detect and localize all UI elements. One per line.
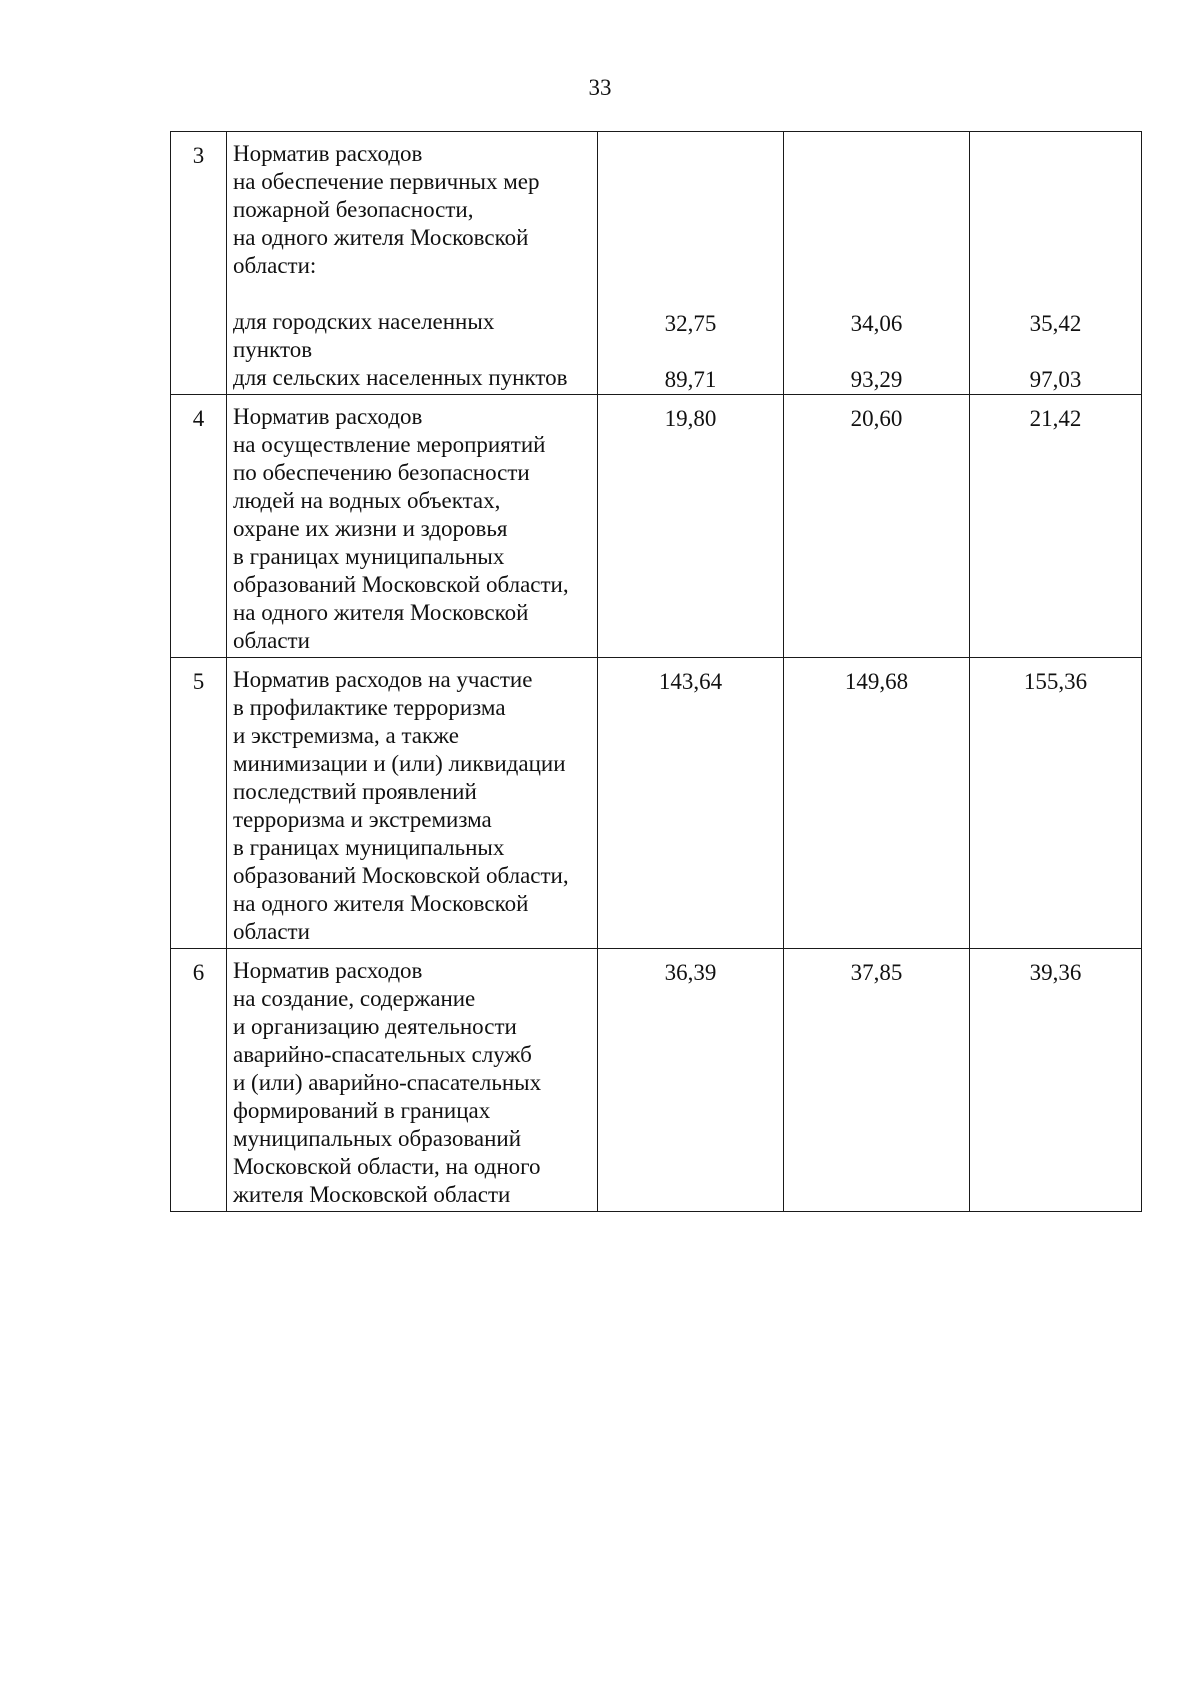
description-line: охране их жизни и здоровья (233, 516, 508, 541)
description-line: и экстремизма, а также (233, 723, 459, 748)
description-line: пожарной безопасности, (233, 197, 474, 222)
value-cell-year-2 (784, 132, 970, 395)
value-cell-year-1: 19,80 (598, 395, 784, 658)
table-row (171, 132, 1142, 395)
table-row (171, 949, 1142, 1212)
urban-value: 35,42 (1029, 311, 1082, 336)
norms-table (170, 131, 1142, 1212)
description-line: муниципальных образований (233, 1126, 522, 1151)
description-line: в границах муниципальных (233, 835, 505, 860)
description-line: и организацию деятельности (233, 1014, 517, 1039)
value-cell-year-3: 155,36 (970, 658, 1142, 949)
description-line: Норматив расходов (233, 404, 423, 429)
urban-value: 34,06 (850, 311, 903, 336)
table-row (171, 395, 1142, 658)
table-row (171, 658, 1142, 949)
description-line: на одного жителя Московской (233, 600, 529, 625)
description-line: области (233, 919, 310, 944)
value-cell-year-2: 149,68 (784, 658, 970, 949)
description-line: последствий проявлений (233, 779, 477, 804)
urban-value: 32,75 (664, 311, 717, 336)
description-line: на обеспечение первичных мер (233, 169, 540, 194)
value-cell-year-1: 36,39 (598, 949, 784, 1212)
description-line: в профилактике терроризма (233, 695, 506, 720)
description-line: на одного жителя Московской (233, 225, 529, 250)
description-line: Московской области, на одного (233, 1154, 541, 1179)
row-number: 3 (171, 132, 227, 395)
page-number: 33 (588, 75, 612, 100)
description-line: Норматив расходов (233, 958, 423, 983)
description-line: людей на водных объектах, (233, 488, 501, 513)
description-line: терроризма и экстремизма (233, 807, 492, 832)
row-description (227, 132, 598, 395)
row-description (227, 658, 598, 949)
description-line: на осуществление мероприятий (233, 432, 546, 457)
description-line: в границах муниципальных (233, 544, 505, 569)
description-line: области: (233, 253, 317, 278)
description-line: Норматив расходов (233, 141, 423, 166)
rural-value: 93,29 (850, 367, 903, 392)
value-cell-year-1 (598, 132, 784, 395)
description-line: Норматив расходов на участие (233, 667, 533, 692)
row-number: 5 (171, 658, 227, 949)
subitem-urban-line: для городских населенных (233, 309, 495, 334)
description-line: аварийно-спасательных служб (233, 1042, 532, 1067)
description-line: и (или) аварийно-спасательных (233, 1070, 542, 1095)
row-number: 4 (171, 395, 227, 658)
description-line: минимизации и (или) ликвидации (233, 751, 566, 776)
value-cell-year-3 (970, 132, 1142, 395)
row-number: 6 (171, 949, 227, 1212)
value-cell-year-3: 21,42 (970, 395, 1142, 658)
rural-value: 89,71 (664, 367, 717, 392)
description-line: образований Московской области, (233, 863, 569, 888)
value-cell-year-3: 39,36 (970, 949, 1142, 1212)
row-description (227, 949, 598, 1212)
description-line: области (233, 628, 310, 653)
value-cell-year-2: 37,85 (784, 949, 970, 1212)
value-cell-year-2: 20,60 (784, 395, 970, 658)
description-line: жителя Московской области (233, 1182, 511, 1207)
value-cell-year-1: 143,64 (598, 658, 784, 949)
description-line: на создание, содержание (233, 986, 476, 1011)
description-line: на одного жителя Московской (233, 891, 529, 916)
rural-value: 97,03 (1029, 367, 1082, 392)
subitem-urban-line: пунктов (233, 337, 313, 362)
description-line: формирований в границах (233, 1098, 491, 1123)
subitem-rural-line: для сельских населенных пунктов (233, 365, 568, 390)
description-line: по обеспечению безопасности (233, 460, 530, 485)
row-description (227, 395, 598, 658)
description-line: образований Московской области, (233, 572, 569, 597)
